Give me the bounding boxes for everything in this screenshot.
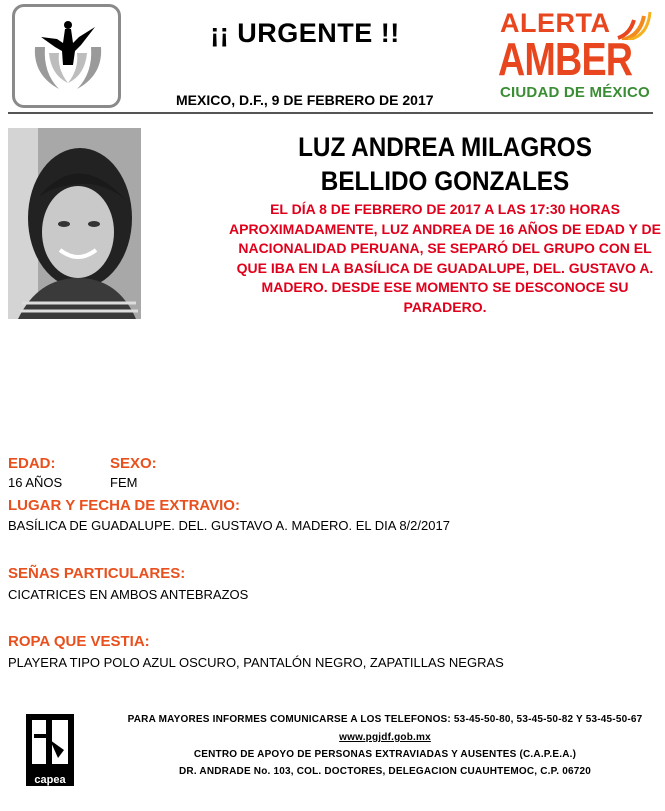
edad-label: EDAD: [8,455,56,472]
amber-logo-line1: ALERTA [500,8,611,38]
dateline: MEXICO, D.F., 9 DE FEBRERO DE 2017 [176,92,434,108]
senas-value: CICATRICES EN AMBOS ANTEBRAZOS [8,587,249,602]
missing-person-photo [8,128,141,319]
sexo-label: SEXO: [110,455,157,472]
angel-seal-icon [29,17,107,97]
lugar-value: BASÍLICA DE GUADALUPE. DEL. GUSTAVO A. MADERO. EL DIA 8/2/2017 [8,518,450,533]
sexo-value: FEM [110,475,138,490]
footer-phones: PARA MAYORES INFORMES COMUNICARSE A LOS TELEFONOS: 53-45-50-80, 53-45-50-82 Y 53-45-50-67 [127,714,643,725]
ropa-value: PLAYERA TIPO POLO AZUL OSCURO, PANTALÓN NEGRO, ZAPATILLAS NEGRAS [8,655,504,670]
amber-logo-line3: CIUDAD DE MÉXICO [500,84,650,101]
lugar-label: LUGAR Y FECHA DE EXTRAVIO: [8,497,240,514]
urgent-title: ¡¡ URGENTE !! [210,18,400,48]
capea-logo-text: capea [34,774,66,786]
ropa-label: ROPA QUE VESTIA: [8,633,150,650]
senas-label: SEÑAS PARTICULARES: [8,565,186,582]
person-name [252,130,639,198]
footer-website-link[interactable]: www.pgjdf.gob.mx [339,732,431,743]
person-name-line1: LUZ ANDREA MILAGROS [298,132,592,162]
footer-address: DR. ANDRADE No. 103, COL. DOCTORES, DELEGACION CUAUHTEMOC, C.P. 06720 [178,766,591,777]
header-divider [8,112,653,114]
person-name-line2: BELLIDO GONZALES [320,166,570,196]
capea-logo [24,712,76,788]
footer-center: CENTRO DE APOYO DE PERSONAS EXTRAVIADAS Y AUSENTES (C.A.P.E.A.) [193,749,577,760]
incident-description: EL DÍA 8 DE FEBRERO DE 2017 A LAS 17:30 HORAS APROXIMADAMENTE, LUZ ANDREA DE 16 AÑOS DE EDAD Y DE NACIONALIDAD PERUANA, SE SEPARÓ DEL GRUPO CON EL QUE IBA EN LA BASÍLICA DE GUADALUPE, DEL. GUSTAVO A. MADERO. DESDE ESE MOMENTO SE DESCONOCE SU PARADERO. [229,201,661,315]
pgjdf-seal-logo [12,4,121,108]
amber-logo-line2: AMBER [498,33,633,85]
edad-value: 16 AÑOS [8,475,63,490]
alerta-amber-logo [498,8,658,103]
person-silhouette-icon [8,128,141,319]
